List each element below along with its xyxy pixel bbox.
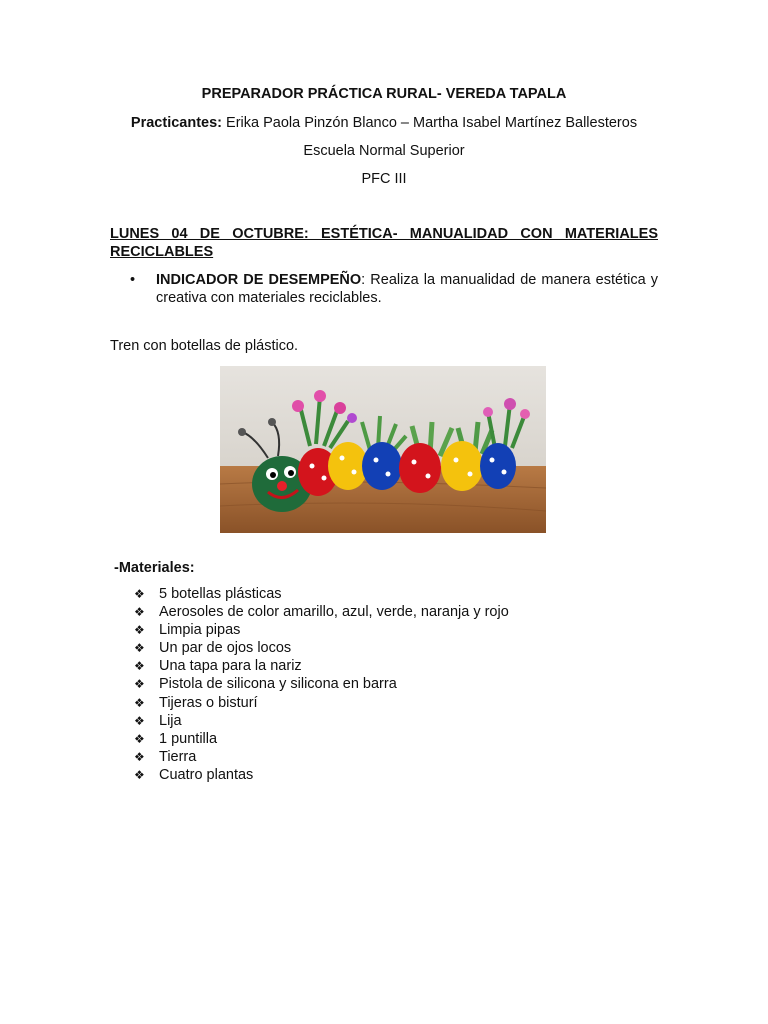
performance-indicator xyxy=(130,271,658,307)
course-code: PFC III xyxy=(361,171,407,187)
list-item: ❖ Una tapa para la nariz xyxy=(134,658,302,675)
list-item: ❖ Lija xyxy=(134,712,182,729)
diamond-bullet-icon: ❖ xyxy=(134,695,145,710)
list-item: ❖ Cuatro plantas xyxy=(134,766,254,783)
list-item: ❖ Pistola de silicona y silicona en barra xyxy=(134,676,397,693)
list-item: ❖ Tierra xyxy=(134,748,197,765)
diamond-bullet-icon: ❖ xyxy=(134,749,145,764)
section-heading: LUNES 04 DE OCTUBRE: ESTÉTICA- MANUALIDAD CON MATERIALES RECICLABLES xyxy=(110,226,658,260)
list-item: ❖ Aerosoles de color amarillo, azul, verde, naranja y rojo xyxy=(134,604,509,621)
document-title: PREPARADOR PRÁCTICA RURAL- VEREDA TAPALA xyxy=(201,86,567,102)
diamond-bullet-icon: ❖ xyxy=(134,623,145,638)
diamond-bullet-icon: ❖ xyxy=(134,641,145,656)
diamond-bullet-icon: ❖ xyxy=(134,659,145,674)
materials-list xyxy=(134,585,509,784)
indicator-text: : Realiza la manualidad de manera estética y creativa con materiales reciclables. xyxy=(156,272,659,306)
indicator-label: INDICADOR DE DESEMPEÑO xyxy=(156,272,362,288)
photo-caption: Tren con botellas de plástico. xyxy=(110,338,299,354)
indicator-text-block xyxy=(156,271,658,307)
diamond-bullet-icon: ❖ xyxy=(134,677,145,692)
materials-heading: -Materiales: xyxy=(114,560,195,576)
diamond-bullet-icon: ❖ xyxy=(134,731,145,746)
diamond-bullet-icon: ❖ xyxy=(134,767,145,782)
list-item: ❖ 1 puntilla xyxy=(134,730,218,747)
list-item: ❖ Limpia pipas xyxy=(134,622,241,639)
list-item: ❖ 5 botellas plásticas xyxy=(134,586,282,602)
authors-names: Erika Paola Pinzón Blanco – Martha Isabel Martínez Ballesteros xyxy=(222,115,638,131)
diamond-bullet-icon: ❖ xyxy=(134,605,145,620)
bullet-dot-icon: • xyxy=(130,272,136,288)
list-item: ❖ Tijeras o bisturí xyxy=(134,694,258,711)
bottle-train-photo xyxy=(220,366,546,533)
authors-label: Practicantes: xyxy=(130,115,222,131)
authors-line xyxy=(0,114,768,132)
diamond-bullet-icon: ❖ xyxy=(134,587,145,601)
school-name: Escuela Normal Superior xyxy=(303,143,465,159)
list-item: ❖ Un par de ojos locos xyxy=(134,640,292,657)
diamond-bullet-icon: ❖ xyxy=(134,713,145,728)
